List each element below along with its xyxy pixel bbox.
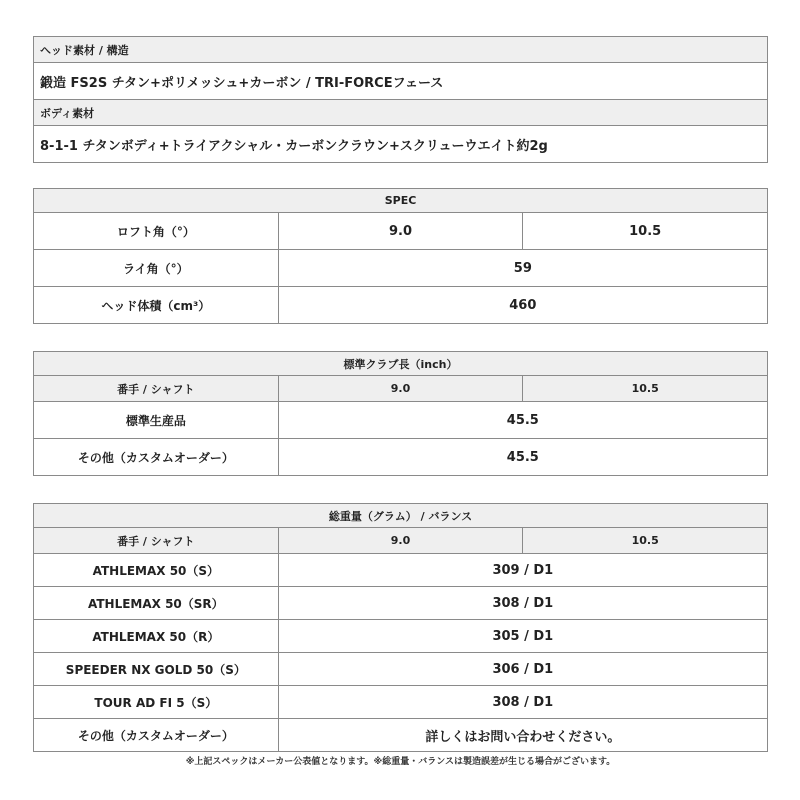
weight-row-value: 309 / D1 xyxy=(278,554,767,587)
body-material-value: 8-1-1 チタンボディ+トライアクシャル・カーボンクラウン+スクリューウエイト約2g xyxy=(34,126,768,163)
length-row-value: 45.5 xyxy=(278,402,767,439)
weight-row-label: TOUR AD FI 5（S） xyxy=(34,686,279,719)
weight-row-label: その他（カスタムオーダー） xyxy=(34,719,279,752)
volume-label: ヘッド体積（cm³） xyxy=(34,287,279,324)
loft-value-105: 10.5 xyxy=(523,213,768,250)
weight-row-label: ATHLEMAX 50（S） xyxy=(34,554,279,587)
weight-col-9: 9.0 xyxy=(278,528,523,554)
weight-row-value: 308 / D1 xyxy=(278,587,767,620)
weight-row-value: 305 / D1 xyxy=(278,620,767,653)
head-material-value: 鍛造 FS2S チタン+ポリメッシュ+カーボン / TRI-FORCEフェース xyxy=(34,63,768,100)
weight-col-105: 10.5 xyxy=(523,528,768,554)
weight-row-label: ATHLEMAX 50（SR） xyxy=(34,587,279,620)
body-material-label: ボディ素材 xyxy=(34,100,768,126)
spec-title: SPEC xyxy=(34,189,768,213)
weight-table xyxy=(33,503,768,752)
loft-label: ロフト角（°） xyxy=(34,213,279,250)
loft-value-9: 9.0 xyxy=(278,213,523,250)
weight-title: 総重量（グラム） / バランス xyxy=(34,504,768,528)
length-col-9: 9.0 xyxy=(278,376,523,402)
volume-value: 460 xyxy=(278,287,767,324)
footnote: ※上記スペックはメーカー公表値となります。※総重量・バランスは製造誤差が生じる場合がございます。 xyxy=(185,757,616,767)
length-col-header: 番手 / シャフト xyxy=(34,376,279,402)
length-row-value: 45.5 xyxy=(278,439,767,476)
length-col-105: 10.5 xyxy=(523,376,768,402)
weight-row-value: 308 / D1 xyxy=(278,686,767,719)
material-table xyxy=(33,36,768,163)
weight-row-value: 詳しくはお問い合わせください。 xyxy=(278,719,767,752)
weight-col-header: 番手 / シャフト xyxy=(34,528,279,554)
length-row-label: 標準生産品 xyxy=(34,402,279,439)
weight-row-value: 306 / D1 xyxy=(278,653,767,686)
length-table xyxy=(33,351,768,476)
lie-label: ライ角（°） xyxy=(34,250,279,287)
length-row-label: その他（カスタムオーダー） xyxy=(34,439,279,476)
weight-row-label: ATHLEMAX 50（R） xyxy=(34,620,279,653)
length-title: 標準クラブ長（inch） xyxy=(34,352,768,376)
weight-row-label: SPEEDER NX GOLD 50（S） xyxy=(34,653,279,686)
lie-value: 59 xyxy=(278,250,767,287)
head-material-label: ヘッド素材 / 構造 xyxy=(34,37,768,63)
spec-table xyxy=(33,188,768,324)
